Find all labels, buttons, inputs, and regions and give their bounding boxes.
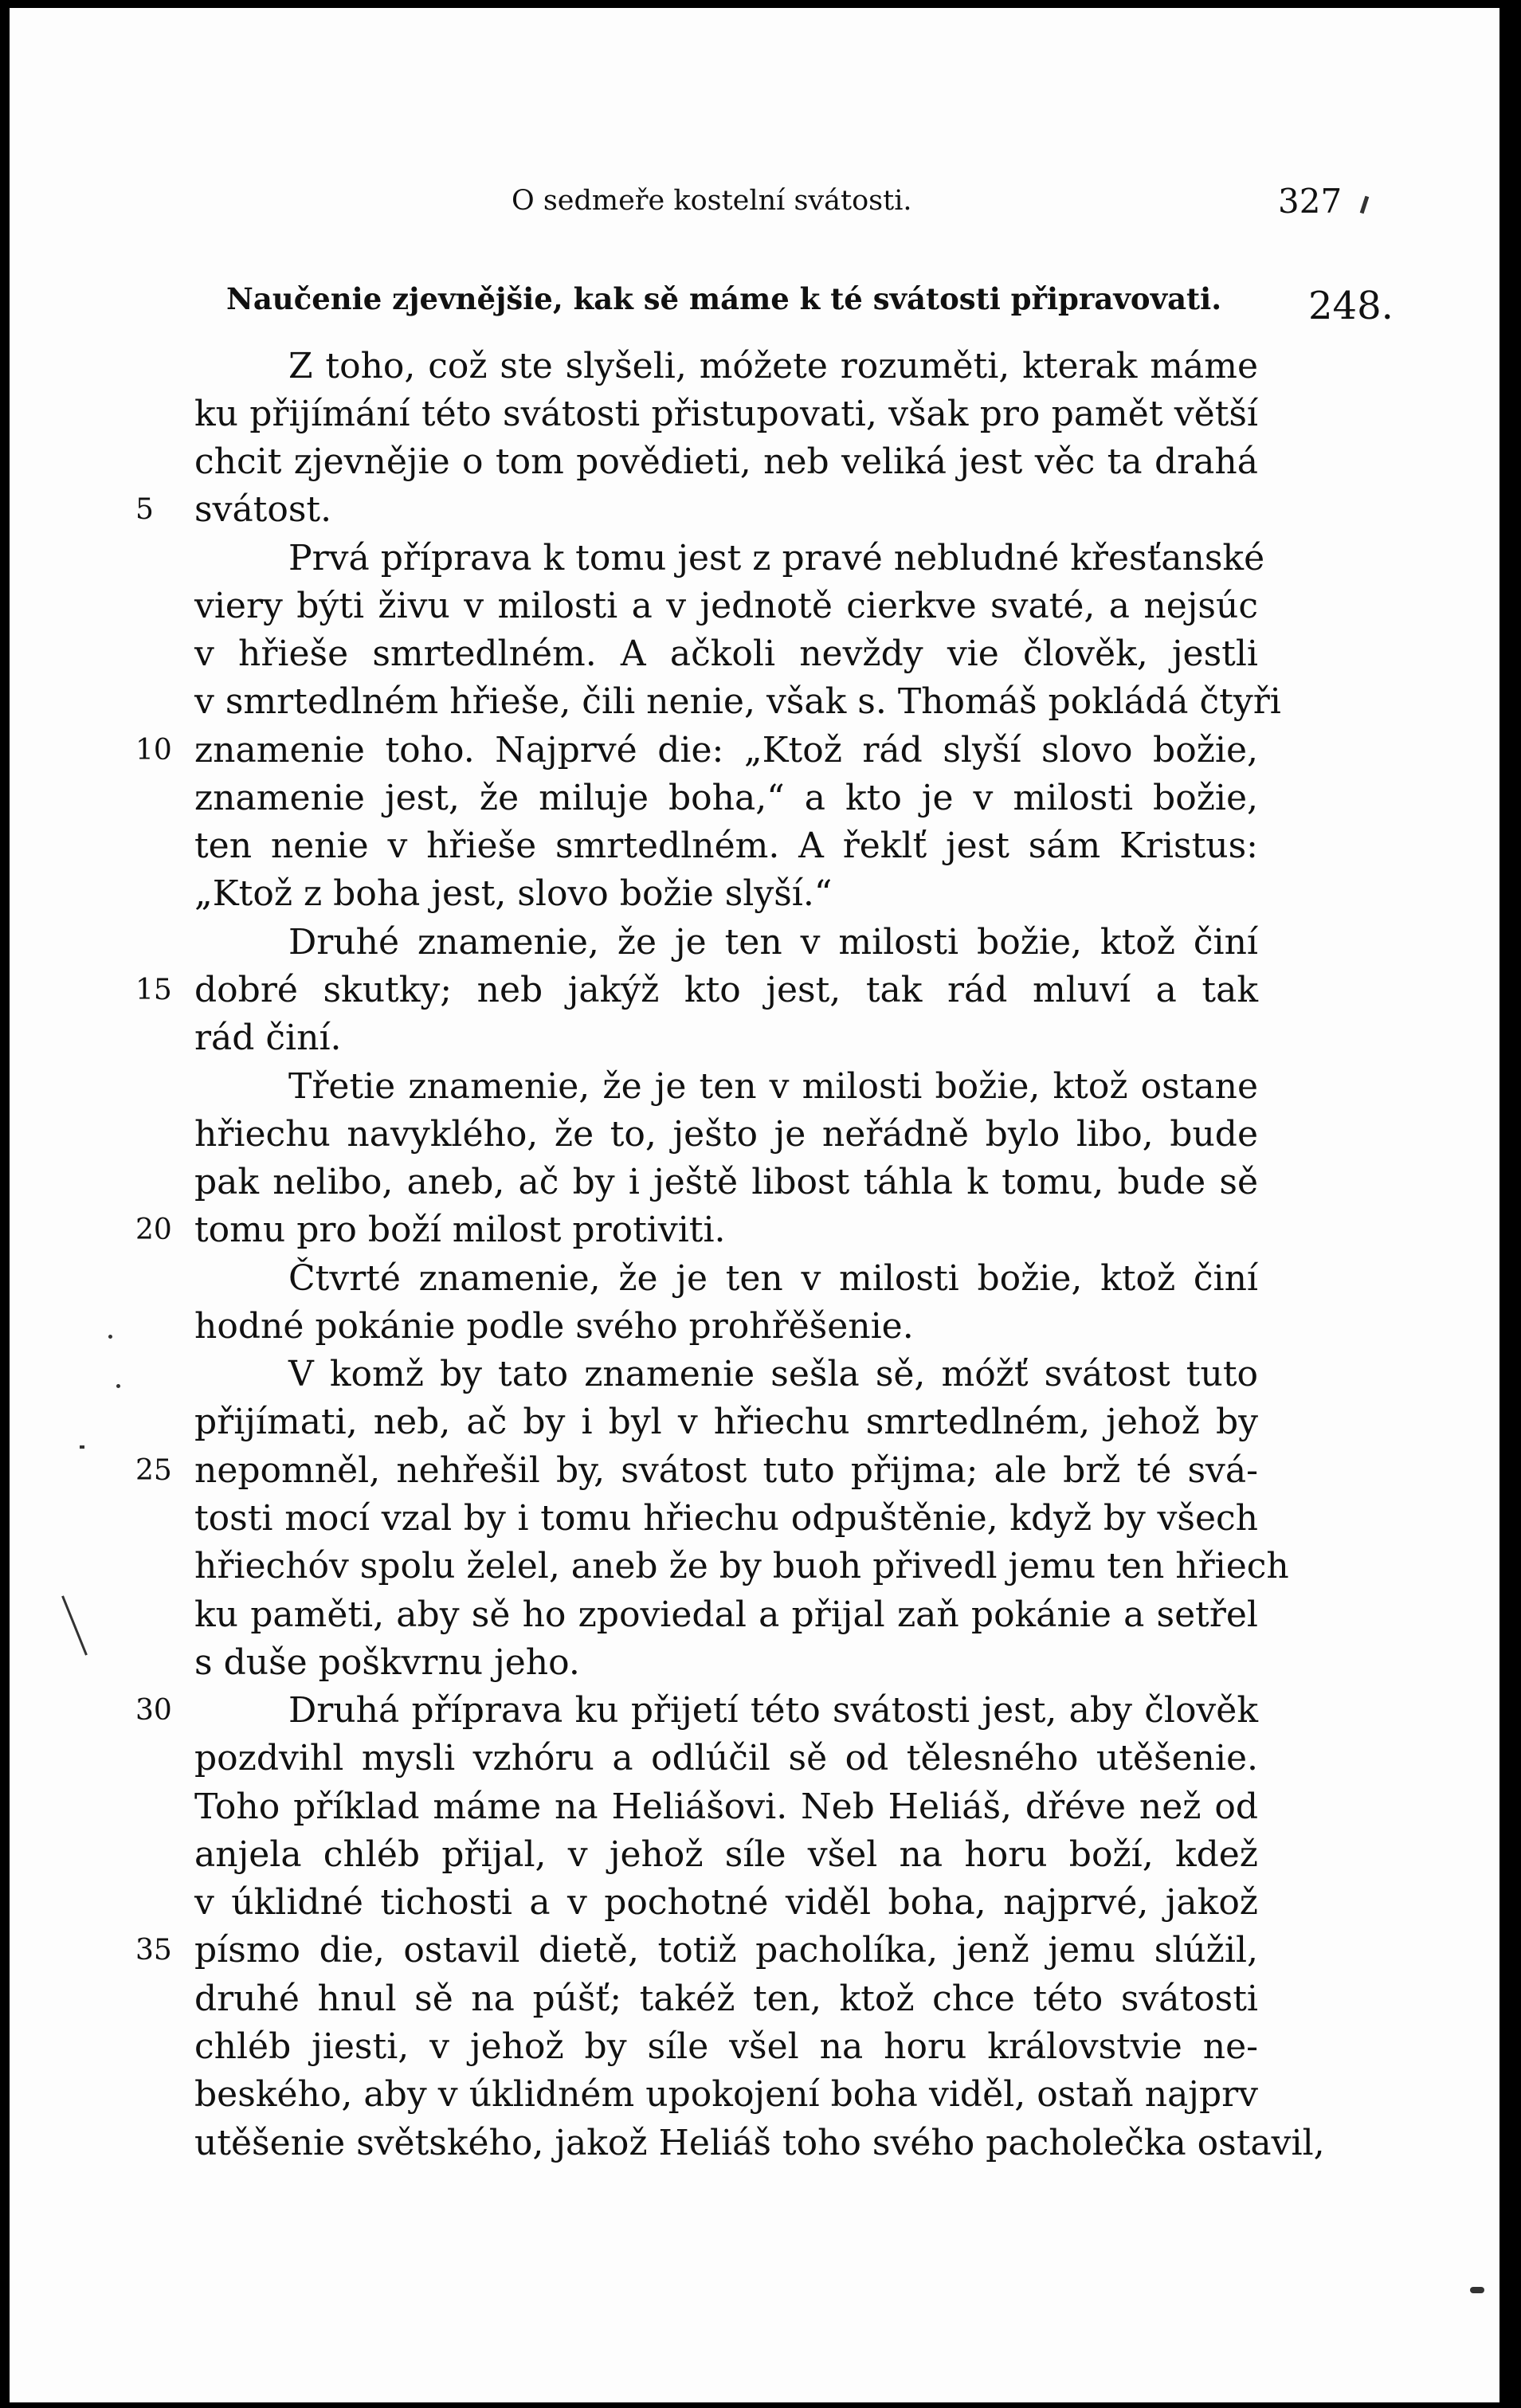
text-line: anjela chléb přijal, v jehož síle všel na horu boží, kdež (194, 1834, 1258, 1875)
print-speck (116, 1384, 120, 1388)
text-line: pak nelibo, aneb, ač by i ještě libost táhla k tomu, bude sě (194, 1162, 1258, 1202)
print-speck (80, 1445, 84, 1449)
text-line: rád činí. (194, 1018, 342, 1058)
text-line: svátost. (194, 489, 332, 530)
text-line: „Ktož z boha jest, slovo božie slyší.“ (194, 873, 833, 914)
text-line: tomu pro boží milost protiviti. (194, 1210, 726, 1250)
line-number: 15 (135, 974, 172, 1006)
line-number: 10 (135, 734, 172, 767)
text-line: znamenie jest, že miluje boha,“ a kto je v milosti božie, (194, 778, 1258, 818)
book-page (10, 8, 1499, 2402)
print-speck (61, 1595, 88, 1655)
line-number: 20 (135, 1214, 172, 1246)
text-line: Čtvrté znamenie, že je ten v milosti božie, ktož činí (288, 1258, 1258, 1299)
text-line: chléb jiesti, v jehož by síle všel na horu královstvie ne- (194, 2026, 1258, 2067)
text-line: Druhé znamenie, že je ten v milosti božie, ktož činí (288, 922, 1258, 963)
text-line: v hřieše smrtedlném. A ačkoli nevždy vie člověk, jestli (194, 633, 1258, 674)
text-line: chcit zjevnějie o tom povědieti, neb veliká jest věc ta drahá (194, 441, 1258, 482)
line-number: 25 (135, 1454, 172, 1487)
text-line: v úklidné tichosti a v pochotné viděl boha, najprvé, jakož (194, 1882, 1258, 1923)
text-line: v smrtedlném hřieše, čili nenie, však s. Thomáš pokládá čtyři (194, 681, 1281, 722)
text-line: Toho příklad máme na Heliášovi. Neb Heliáš, dřéve než od (194, 1786, 1258, 1827)
text-line: Druhá příprava ku přijetí této svátosti jest, aby člověk (288, 1690, 1258, 1731)
text-line: s duše poškvrnu jeho. (194, 1642, 580, 1683)
print-speck (1470, 2287, 1484, 2293)
text-line: utěšenie světského, jakož Heliáš toho svého pacholečka ostavil, (194, 2123, 1325, 2163)
text-line: pozdvihl mysli vzhóru a odlúčil sě od tělesného utěšenie. (194, 1738, 1258, 1779)
text-line: ten nenie v hřieše smrtedlném. A řeklť jest sám Kristus: (194, 826, 1258, 866)
text-line: přijímati, neb, ač by i byl v hřiechu smrtedlném, jehož by (194, 1402, 1258, 1442)
line-number: 5 (135, 493, 154, 526)
line-number: 30 (135, 1694, 172, 1727)
text-line: hřiechóv spolu želel, aneb že by buoh přivedl jemu ten hřiech (194, 1546, 1289, 1586)
text-line: nepomněl, nehřešil by, svátost tuto přijma; ale brž té svá- (194, 1450, 1258, 1491)
text-line: hřiechu navyklého, že to, ješto je neřádně bylo libo, bude (194, 1114, 1258, 1155)
line-number: 35 (135, 1934, 172, 1967)
text-line: V komž by tato znamenie sešla sě, móžť svátost tuto (288, 1354, 1258, 1394)
text-line: písmo die, ostavil dietě, totiž pacholíka, jenž jemu slúžil, (194, 1930, 1258, 1971)
text-line: tosti mocí vzal by i tomu hřiechu odpuštěnie, když by všech (194, 1498, 1258, 1539)
text-line: druhé hnul sě na púšť; takéž ten, ktož chce této svátosti (194, 1979, 1258, 2019)
text-line: viery býti živu v milosti a v jednotě cierkve svaté, a nejsúc (194, 586, 1258, 626)
text-line: Prvá příprava k tomu jest z pravé nebludné křesťanské (288, 538, 1265, 578)
text-line: hodné pokánie podle svého prohřěšenie. (194, 1306, 914, 1347)
text-line: ku paměti, aby sě ho zpoviedal a přijal zaň pokánie a setřel (194, 1594, 1258, 1635)
text-line: znamenie toho. Najprvé die: „Ktož rád slyší slovo božie, (194, 730, 1258, 771)
print-speck (108, 1335, 112, 1339)
text-line: ku přijímání této svátosti přistupovati, však pro pamět větší (194, 394, 1258, 434)
page-number: 327 (1278, 182, 1343, 221)
section-number: 248. (1308, 284, 1394, 328)
text-line: Z toho, což ste slyšeli, móžete rozuměti, kterak máme (288, 346, 1258, 386)
text-line: Třetie znamenie, že je ten v milosti božie, ktož ostane (288, 1066, 1258, 1107)
section-heading: Naučenie zjevnějšie, kak sě máme k té svátosti připravovati. (226, 281, 1222, 316)
print-speck (1360, 196, 1370, 214)
running-title: O sedmeře kostelní svátosti. (512, 185, 912, 217)
text-line: dobré skutky; neb jakýž kto jest, tak rád mluví a tak (194, 970, 1258, 1010)
text-line: beského, aby v úklidném upokojení boha viděl, ostaň najprv (194, 2074, 1258, 2115)
